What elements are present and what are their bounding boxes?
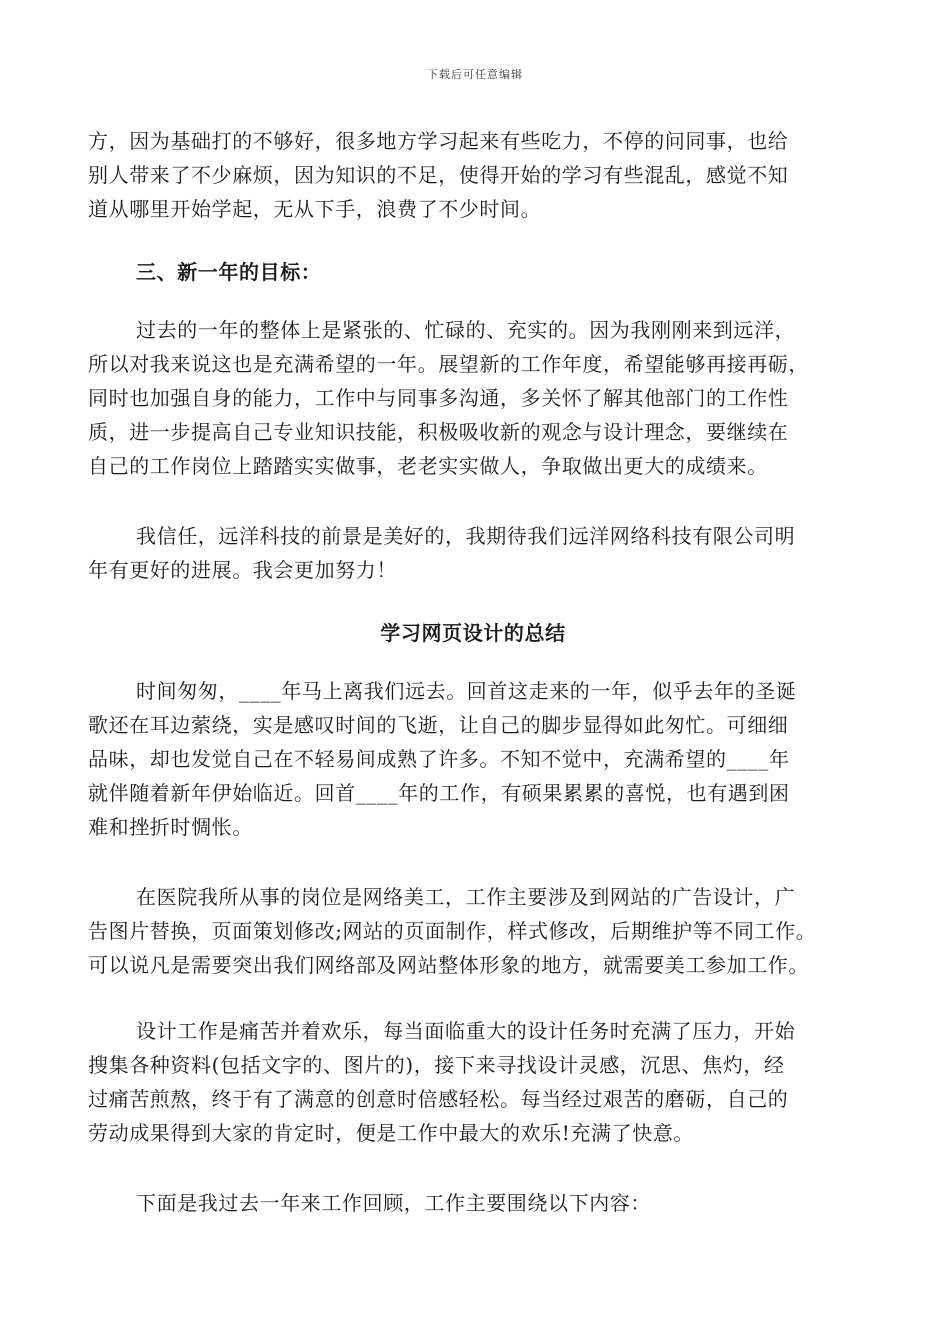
text-line: 就伴随着新年伊始临近。回首____年的工作，有硕果累累的喜悦，也有遇到困	[88, 781, 790, 805]
text-line: 品味，却也发觉自己在不轻易间成熟了许多。不知不觉中，充满希望的____年	[88, 747, 790, 771]
text-line: 所以对我来说这也是充满希望的一年。展望新的工作年度，希望能够再接再砺，	[88, 352, 809, 376]
paragraph	[88, 1186, 858, 1220]
text-line: 下面是我过去一年来工作回顾，工作主要围绕以下内容：	[136, 1191, 651, 1215]
text-line: 在医院我所从事的岗位是网络美工，工作主要涉及到网站的广告设计，广	[136, 885, 796, 909]
text-line: 设计工作是痛苦并着欢乐，每当面临重大的设计任务时充满了压力，开始	[136, 1019, 796, 1043]
text-line: 质，进一步提高自己专业知识技能，积极吸收新的观念与设计理念，要继续在	[88, 420, 789, 444]
text-line: 过痛苦煎熬，终于有了满意的创意时倍感轻松。每当经过艰苦的磨砺，自己的	[88, 1087, 789, 1111]
paragraph	[88, 519, 858, 587]
text-line: 劳动成果得到大家的肯定时，便是工作中最大的欢乐!充满了快意。	[88, 1121, 695, 1145]
text-line: 可以说凡是需要突出我们网络部及网站整体形象的地方，就需要美工参加工作。	[88, 953, 809, 977]
text-line: 告图片替换，页面策划修改;网站的页面制作，样式修改，后期维护等不同工作。	[88, 919, 817, 943]
paragraph	[88, 880, 858, 982]
section-title	[88, 616, 858, 650]
text-line: 方，因为基础打的不够好，很多地方学习起来有些吃力，不停的问同事，也给	[88, 129, 789, 153]
text-line: 过去的一年的整体上是紧张的、忙碌的、充实的。因为我刚刚来到远洋，	[136, 318, 796, 342]
text-line: 我信任，远洋科技的前景是美好的，我期待我们远洋网络科技有限公司明	[136, 524, 796, 548]
text-line: 同时也加强自身的能力，工作中与同事多沟通，多关怀了解其他部门的工作性	[88, 386, 789, 410]
text-line: 年有更好的进展。我会更加努力！	[88, 558, 397, 582]
paragraph	[88, 1014, 858, 1150]
paragraph	[88, 674, 858, 844]
text-line: 搜集各种资料(包括文字的、图片的)，接下来寻找设计灵感，沉思、焦灼，经	[88, 1053, 785, 1077]
text-line: 学习网页设计的总结	[380, 621, 566, 645]
paragraph	[88, 124, 858, 226]
text-line: 难和挫折时惆怅。	[88, 815, 253, 839]
paragraph	[88, 313, 858, 483]
text-line: 三、新一年的目标：	[136, 260, 322, 284]
text-line: 道从哪里开始学起，无从下手，浪费了不少时间。	[88, 197, 542, 221]
text-line: 自己的工作岗位上踏踏实实做事，老老实实做人，争取做出更大的成绩来。	[88, 454, 768, 478]
text-line: 歌还在耳边萦绕，实是感叹时间的飞逝，让自己的脚步显得如此匆忙。可细细	[88, 713, 789, 737]
text-line: 别人带来了不少麻烦，因为知识的不足，使得开始的学习有些混乱，感觉不知	[88, 163, 789, 187]
section-heading	[88, 255, 858, 289]
page-header: 下载后可任意编辑	[427, 68, 523, 81]
text-line: 时间匆匆，____年马上离我们远去。回首这走来的一年，似乎去年的圣诞	[136, 679, 797, 703]
